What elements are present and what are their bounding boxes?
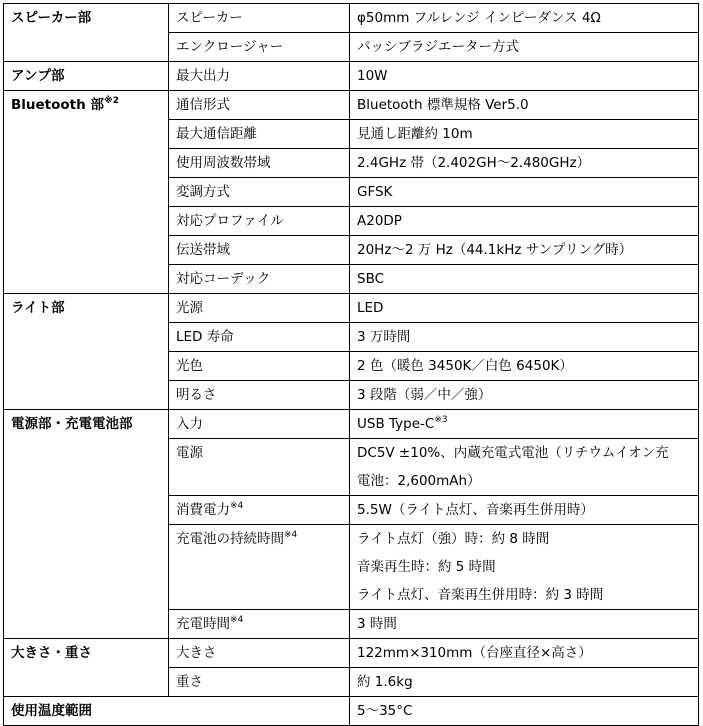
spec-value: SBC [350, 265, 699, 294]
spec-value: 10W [350, 62, 699, 91]
spec-value: LED [350, 294, 699, 323]
spec-value-line: ライト点灯、音楽再生併用時：約 3 時間 [357, 587, 604, 603]
spec-value: 2.4GHz 帯（2.402GH〜2.480GHz） [350, 149, 699, 178]
spec-item: 光色 [169, 352, 350, 381]
spec-item: 使用周波数帯域 [169, 149, 350, 178]
category-temperature: 使用温度範囲 [4, 697, 350, 726]
spec-item: 対応コーデック [169, 265, 350, 294]
spec-item: 入力 [169, 410, 350, 439]
spec-value: 約 1.6kg [350, 668, 699, 697]
spec-item-text: 充電池の持続時間 [176, 531, 284, 547]
spec-item: LED 寿命 [169, 323, 350, 352]
footnote-mark: ※4 [284, 530, 298, 540]
spec-value: 2 色（暖色 3450K／白色 6450K） [350, 352, 699, 381]
spec-value-text: USB Type-C [357, 416, 435, 432]
spec-value: 見通し距離約 10m [350, 120, 699, 149]
spec-item: 最大通信距離 [169, 120, 350, 149]
table-row [4, 62, 699, 91]
category-bluetooth [4, 91, 169, 294]
footnote-mark: ※2 [103, 96, 119, 106]
spec-value: 3 段階（弱／中／強） [350, 381, 699, 410]
category-label: Bluetooth 部 [11, 97, 104, 113]
spec-value: GFSK [350, 178, 699, 207]
spec-value: 5〜35°C [350, 697, 699, 726]
spec-item-text: 消費電力 [176, 502, 230, 518]
spec-item: 電源 [169, 439, 350, 496]
category-light: ライト部 [4, 294, 169, 410]
spec-value: φ50mm フルレンジ インピーダンス 4Ω [350, 4, 699, 33]
spec-value: 5.5W（ライト点灯、音楽再生併用時） [350, 496, 699, 525]
spec-item: 明るさ [169, 381, 350, 410]
spec-item-text: 充電時間 [176, 616, 230, 632]
footnote-mark: ※4 [230, 501, 244, 511]
spec-value-line: 電池：2,600mAh） [357, 473, 481, 489]
spec-item: 最大出力 [169, 62, 350, 91]
spec-value [350, 525, 699, 610]
spec-value: Bluetooth 標準規格 Ver5.0 [350, 91, 699, 120]
spec-item: 光源 [169, 294, 350, 323]
table-row [4, 697, 699, 726]
footnote-mark: ※4 [230, 615, 244, 625]
spec-value: 3 時間 [350, 610, 699, 639]
spec-value: 20Hz〜2 万 Hz（44.1kHz サンプリング時） [350, 236, 699, 265]
category-speaker: スピーカー部 [4, 4, 169, 62]
spec-value: パッシブラジエーター方式 [350, 33, 699, 62]
table-row [4, 410, 699, 439]
spec-item: スピーカー [169, 4, 350, 33]
spec-value: A20DP [350, 207, 699, 236]
table-row [4, 91, 699, 120]
spec-item [169, 496, 350, 525]
spec-item: 大きさ [169, 639, 350, 668]
category-amp: アンプ部 [4, 62, 169, 91]
spec-value [350, 439, 699, 496]
spec-item [169, 610, 350, 639]
spec-item: 通信形式 [169, 91, 350, 120]
spec-item: 伝送帯域 [169, 236, 350, 265]
spec-value-line: 音楽再生時：約 5 時間 [357, 559, 496, 575]
spec-value-line: DC5V ±10%、内蔵充電式電池（リチウムイオン充 [357, 445, 669, 461]
spec-value: 3 万時間 [350, 323, 699, 352]
table-row [4, 294, 699, 323]
spec-item: 重さ [169, 668, 350, 697]
category-power: 電源部・充電電池部 [4, 410, 169, 639]
category-size: 大きさ・重さ [4, 639, 169, 697]
spec-value-line: ライト点灯（強）時：約 8 時間 [357, 531, 550, 547]
spec-item [169, 525, 350, 610]
table-row [4, 4, 699, 33]
spec-item: 変調方式 [169, 178, 350, 207]
footnote-mark: ※3 [434, 415, 448, 425]
spec-item: エンクロージャー [169, 33, 350, 62]
table-row [4, 639, 699, 668]
spec-table [3, 3, 699, 726]
spec-value: 122mm×310mm（台座直径×高さ） [350, 639, 699, 668]
spec-item: 対応プロファイル [169, 207, 350, 236]
spec-value [350, 410, 699, 439]
